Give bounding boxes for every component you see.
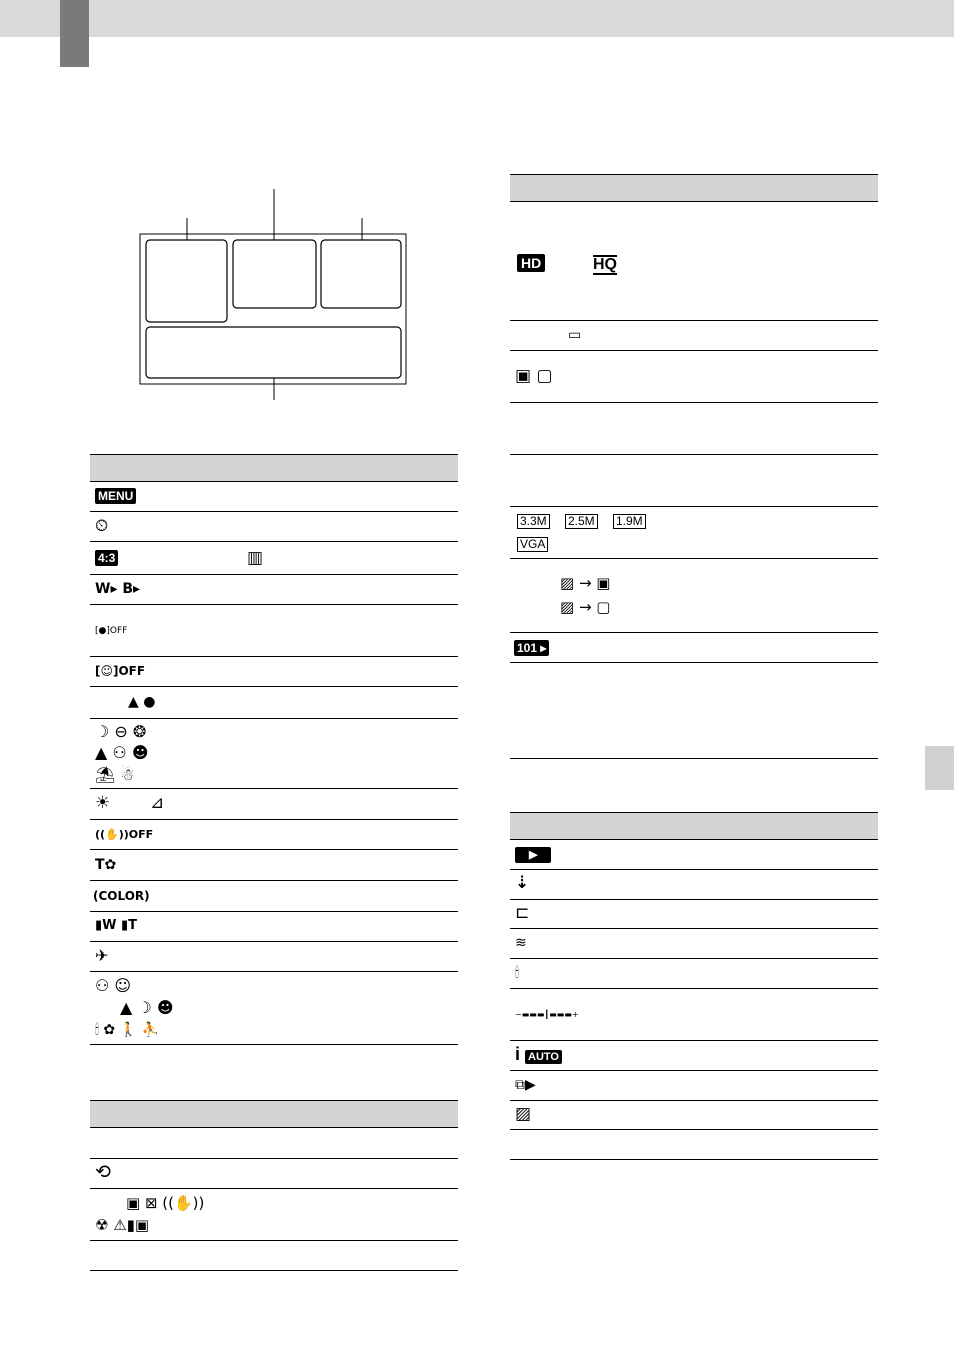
- table-row: [90, 482, 458, 512]
- table-row: [510, 1101, 878, 1130]
- table-row: [510, 959, 878, 989]
- wind-noise-icon: ✈: [95, 946, 109, 965]
- image-size-vga-icon: VGA: [517, 537, 548, 552]
- hd-icon: HD: [517, 254, 545, 272]
- image-size-1-9m-icon: 1.9M: [613, 514, 646, 529]
- intelligent-icon: i: [515, 1044, 521, 1064]
- table-row: [90, 820, 458, 850]
- table-row: [90, 942, 458, 972]
- image-size-2-5m-icon: 2.5M: [565, 514, 598, 529]
- warning-icons-line-2: ☢ ⚠▮▣: [95, 1216, 150, 1234]
- table-row: [90, 1159, 458, 1189]
- table-row: [90, 657, 458, 687]
- film-icon: ▥: [247, 548, 264, 568]
- table-row: [90, 605, 458, 657]
- table-row: [510, 1041, 878, 1071]
- spot-meter-off-icon: [●]OFF: [95, 626, 128, 636]
- screen-outline: [140, 234, 406, 384]
- exposure-slider-icon: −▬▬▬┃▬▬▬+: [515, 1010, 579, 1019]
- table-row: [90, 575, 458, 605]
- table-row: [90, 1128, 458, 1159]
- self-timer-icon: ⏲: [95, 516, 109, 536]
- table-header: [90, 454, 458, 482]
- candle-icon: 🕯: [515, 965, 519, 981]
- slideshow-icon: ⧉▶: [515, 1077, 536, 1093]
- side-tab: [925, 746, 954, 790]
- table-row: [90, 972, 458, 1045]
- left-warning-table: [90, 1100, 458, 1271]
- table-row: [510, 1130, 878, 1160]
- scene-icons-line-1: ☽ ⊖ ❂: [95, 722, 147, 741]
- table-row: [510, 989, 878, 1041]
- folder-101-icon: 101 ▸: [514, 640, 549, 656]
- table-row: [510, 351, 878, 403]
- table-row: [510, 559, 878, 633]
- image-size-3-3m-icon: 3.3M: [517, 514, 550, 529]
- table-row: [510, 202, 878, 321]
- table-header: [510, 174, 878, 202]
- copy-to-card-icon: ▨ → ▢: [560, 598, 611, 616]
- table-row: [510, 455, 878, 507]
- face-detection-off-icon: [☺]OFF: [95, 664, 146, 678]
- repeat-icon: ⟲: [95, 1161, 111, 1183]
- sun-icon: ☀: [95, 793, 111, 813]
- menu-icon: MENU: [95, 488, 136, 504]
- table-row: [90, 687, 458, 719]
- hq-icon: HQ: [593, 256, 617, 273]
- table-row: [510, 633, 878, 663]
- backlight-icon: ⊿: [150, 793, 165, 813]
- table-row: [510, 1071, 878, 1101]
- copy-to-memory-icon: ▨ → ▣: [560, 574, 611, 592]
- table-row: [510, 663, 878, 759]
- auto-icon: AUTO: [525, 1050, 562, 1064]
- aspect-ratio-icon: 4:3: [95, 550, 118, 566]
- scene-detection-icons-line-1: ⚇ ☺: [95, 976, 132, 995]
- right-indicator-table: [510, 174, 878, 759]
- scene-detection-icons-line-3: 🕯 ✿ 🚶 ⛹: [95, 1022, 159, 1038]
- table-row: [90, 512, 458, 542]
- table-row: [90, 881, 458, 912]
- table-row: [510, 840, 878, 870]
- table-row: [510, 321, 878, 351]
- right-playback-table: [510, 812, 878, 1160]
- scene-detection-icons-line-2: ▲ ☽ ☻: [120, 998, 174, 1017]
- media-icons: ▣ ▢: [515, 366, 553, 386]
- table-row: [510, 507, 878, 559]
- table-row: [510, 403, 878, 455]
- photo-icon: ▨: [515, 1104, 532, 1124]
- white-balance-icons: W▸ B▸: [95, 581, 141, 597]
- area-top-center: [233, 240, 316, 308]
- focus-icons: ▲ ●: [128, 694, 156, 710]
- table-row: [90, 1241, 458, 1271]
- wireless-icon: ≋: [515, 935, 527, 951]
- area-top-right: [321, 240, 401, 308]
- area-bottom: [146, 327, 401, 378]
- table-row: [90, 542, 458, 575]
- left-indicator-table: [90, 454, 458, 1045]
- table-row: [510, 929, 878, 959]
- table-row: [90, 719, 458, 789]
- conversion-lens-icons: ▮W ▮T: [95, 918, 138, 933]
- x-v-color-icon: (COLOR): [93, 889, 150, 903]
- table-row: [90, 1189, 458, 1241]
- tele-macro-icon: T✿: [95, 857, 117, 873]
- playback-icon: ▶: [515, 847, 551, 863]
- steadyshot-off-icon: ((✋))OFF: [95, 828, 154, 841]
- table-row: [90, 912, 458, 942]
- area-top-left: [146, 240, 227, 322]
- scene-icons-line-2: ▲ ⚇ ☻: [95, 743, 149, 762]
- scene-icons-line-3: ⛱ ☃: [95, 765, 135, 784]
- table-row: [510, 900, 878, 929]
- table-header: [510, 812, 878, 840]
- warning-icons-line-1: ▣ ⊠ ((✋)): [126, 1194, 205, 1212]
- battery-icon: ▭: [568, 327, 582, 343]
- table-header: [90, 1100, 458, 1128]
- microphone-level-icon: ⇣: [515, 873, 530, 893]
- flag-icon: ⊏: [515, 903, 530, 923]
- table-row: [90, 789, 458, 820]
- table-row: [510, 870, 878, 900]
- table-row: [90, 850, 458, 881]
